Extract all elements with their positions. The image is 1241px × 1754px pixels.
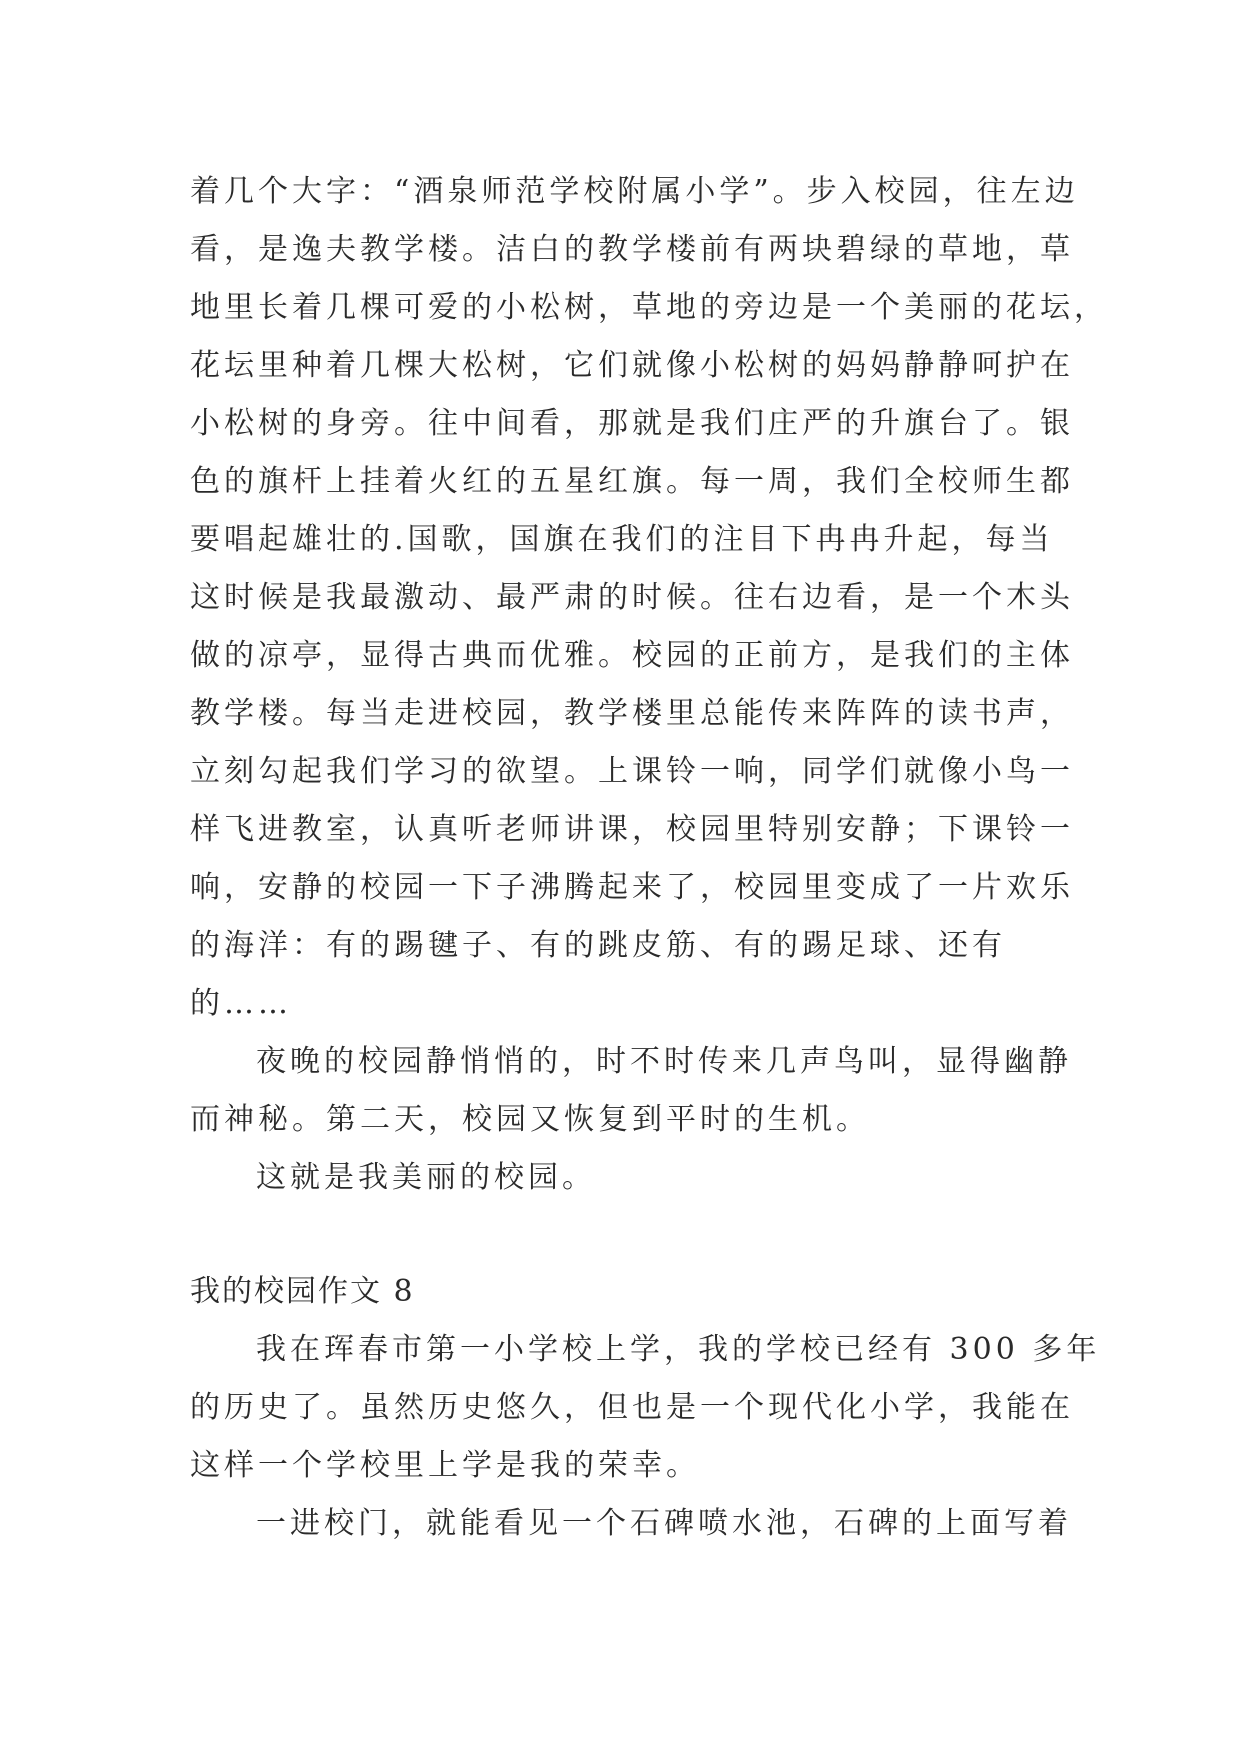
document-body bbox=[190, 163, 1108, 1553]
paragraph-line: 的历史了。虽然历史悠久，但也是一个现代化小学，我能在 bbox=[190, 1390, 1074, 1425]
body-line: 的海洋：有的踢毽子、有的跳皮筋、有的踢足球、还有 bbox=[190, 928, 1006, 963]
body-line: 地里长着几棵可爱的小松树，草地的旁边是一个美丽的花坛， bbox=[190, 290, 1108, 325]
paragraph-line: 一进校门，就能看见一个石碑喷水池，石碑的上面写着 bbox=[256, 1506, 1072, 1541]
section-gap bbox=[190, 1207, 1090, 1263]
paragraph-line: 我在珲春市第一小学校上学，我的学校已经有 300 多年 bbox=[256, 1332, 1101, 1367]
body-line: 教学楼。每当走进校园，教学楼里总能传来阵阵的读书声， bbox=[190, 696, 1074, 731]
essay-heading: 我的校园作文 8 bbox=[190, 1274, 415, 1309]
body-line: 的…… bbox=[190, 986, 292, 1021]
body-line: 响，安静的校园一下子沸腾起来了，校园里变成了一片欢乐 bbox=[190, 870, 1074, 905]
body-line: 小松树的身旁。往中间看，那就是我们庄严的升旗台了。银 bbox=[190, 406, 1074, 441]
body-line: 立刻勾起我们学习的欲望。上课铃一响，同学们就像小鸟一 bbox=[190, 754, 1074, 789]
body-line: 做的凉亭，显得古典而优雅。校园的正前方，是我们的主体 bbox=[190, 638, 1074, 673]
body-line: 着几个大字：“酒泉师范学校附属小学”。步入校园，往左边 bbox=[190, 174, 1079, 209]
body-line: 花坛里种着几棵大松树，它们就像小松树的妈妈静静呵护在 bbox=[190, 348, 1074, 383]
paragraph-line: 而神秘。第二天，校园又恢复到平时的生机。 bbox=[190, 1102, 870, 1137]
body-line: 这时候是我最激动、最严肃的时候。往右边看，是一个木头 bbox=[190, 580, 1074, 615]
body-line: 看，是逸夫教学楼。洁白的教学楼前有两块碧绿的草地，草 bbox=[190, 232, 1074, 267]
body-line: 要唱起雄壮的.国歌，国旗在我们的注目下冉冉升起，每当 bbox=[190, 522, 1054, 557]
body-line: 色的旗杆上挂着火红的五星红旗。每一周，我们全校师生都 bbox=[190, 464, 1074, 499]
paragraph-line: 这就是我美丽的校园。 bbox=[256, 1160, 596, 1195]
paragraph-line: 这样一个学校里上学是我的荣幸。 bbox=[190, 1448, 700, 1483]
paragraph-line: 夜晚的校园静悄悄的，时不时传来几声鸟叫，显得幽静 bbox=[256, 1044, 1072, 1079]
body-line: 样飞进教室，认真听老师讲课，校园里特别安静；下课铃一 bbox=[190, 812, 1074, 847]
